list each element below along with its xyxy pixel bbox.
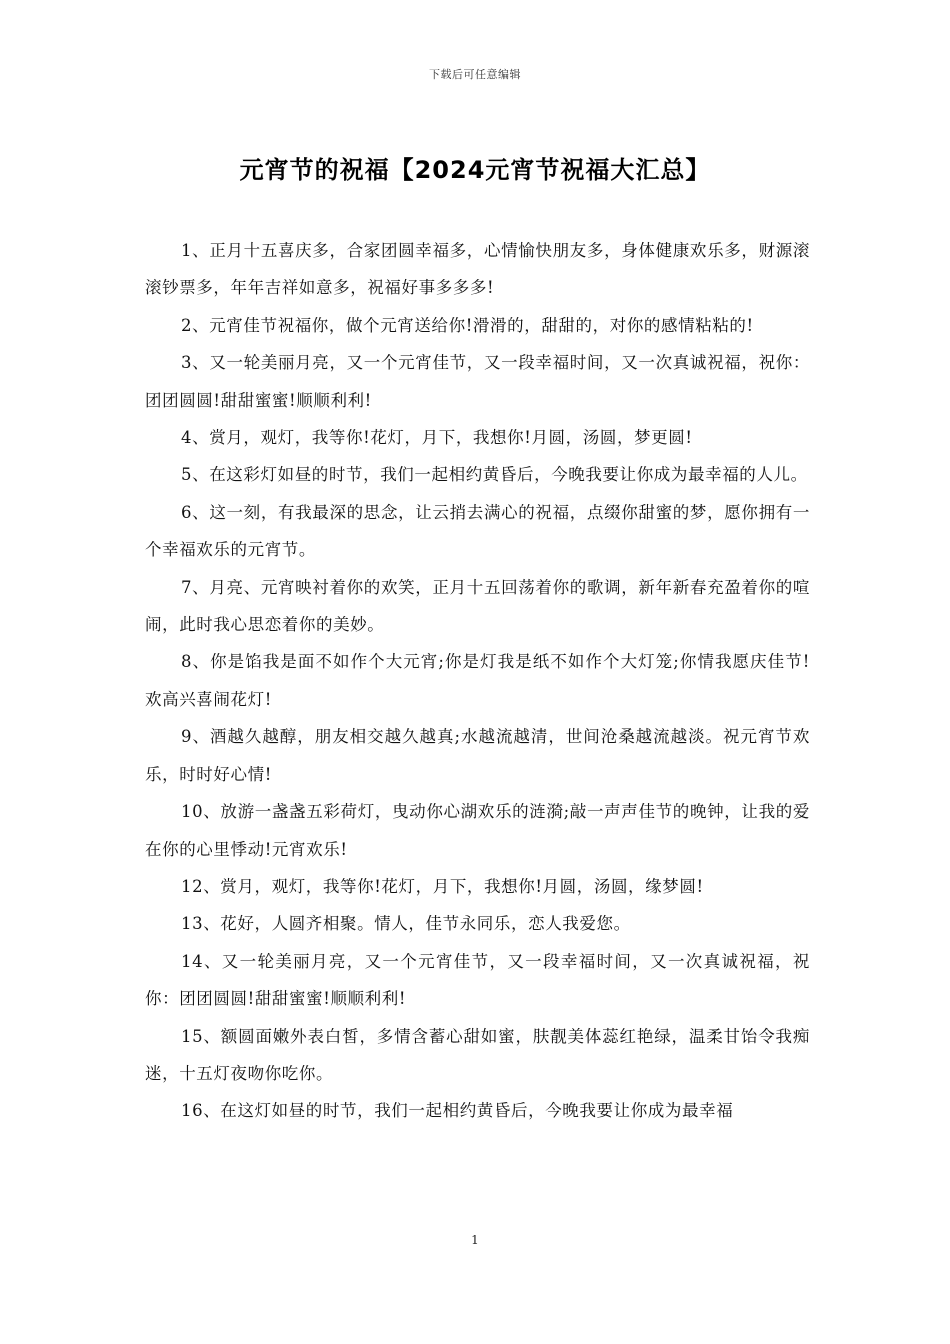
paragraph-15: 15、额圆面嫩外表白皙，多情含蓄心甜如蜜，肤靓美体蕊红艳绿，温柔甘饴令我痴迷，十五灯夜吻你吃你。	[145, 1026, 810, 1083]
paragraph-13: 13、花好，人圆齐相聚。情人，佳节永同乐，恋人我爱您。	[181, 914, 631, 934]
paragraph-1: 1、正月十五喜庆多，合家团圆幸福多，心情愉快朋友多，身体健康欢乐多，财源滚滚钞票多，年年吉祥如意多，祝福好事多多多!	[145, 241, 810, 298]
paragraph-14: 14、又一轮美丽月亮，又一个元宵佳节，又一段幸福时间，又一次真诚祝福，祝你：团团圆圆!甜甜蜜蜜!顺顺利利!	[145, 951, 810, 1009]
document-body	[145, 232, 810, 1130]
paragraph-16: 16、在这灯如昼的时节，我们一起相约黄昏后，今晚我要让你成为最幸福	[181, 1101, 734, 1121]
paragraph-12: 12、赏月，观灯，我等你!花灯，月下，我想你!月圆，汤圆，缘梦圆!	[181, 876, 704, 896]
paragraph-4: 4、赏月，观灯，我等你!花灯，月下，我想你!月圆，汤圆，梦更圆!	[181, 428, 693, 448]
paragraph-8: 8、你是馅我是面不如作个大元宵;你是灯我是纸不如作个大灯笼;你情我愿庆佳节!欢高兴喜闹花灯!	[145, 652, 810, 709]
paragraph-3: 3、又一轮美丽月亮，又一个元宵佳节，又一段幸福时间，又一次真诚祝福，祝你：团团圆圆!甜甜蜜蜜!顺顺利利!	[145, 353, 810, 410]
paragraph-5: 5、在这彩灯如昼的时节，我们一起相约黄昏后，今晚我要让你成为最幸福的人儿。	[181, 465, 808, 485]
page-number: 1	[471, 1233, 479, 1247]
paragraph-6: 6、这一刻，有我最深的思念，让云捎去满心的祝福，点缀你甜蜜的梦，愿你拥有一个幸福欢乐的元宵节。	[145, 502, 810, 560]
paragraph-10: 10、放游一盏盏五彩荷灯，曳动你心湖欢乐的涟漪;敲一声声佳节的晚钟，让我的爱在你的心里悸动!元宵欢乐!	[145, 802, 810, 859]
document-title: 元宵节的祝福【2024元宵节祝福大汇总】	[239, 156, 711, 184]
paragraph-2: 2、元宵佳节祝福你，做个元宵送给你!滑滑的，甜甜的，对你的感情粘粘的!	[181, 315, 754, 335]
paragraph-7: 7、月亮、元宵映衬着你的欢笑，正月十五回荡着你的歌调，新年新春充盈着你的喧闹，此时我心思恋着你的美妙。	[145, 577, 810, 635]
paragraph-9: 9、酒越久越醇，朋友相交越久越真;水越流越清，世间沧桑越流越淡。祝元宵节欢乐，时时好心情!	[145, 727, 810, 784]
header-note: 下载后可任意编辑	[429, 68, 521, 81]
